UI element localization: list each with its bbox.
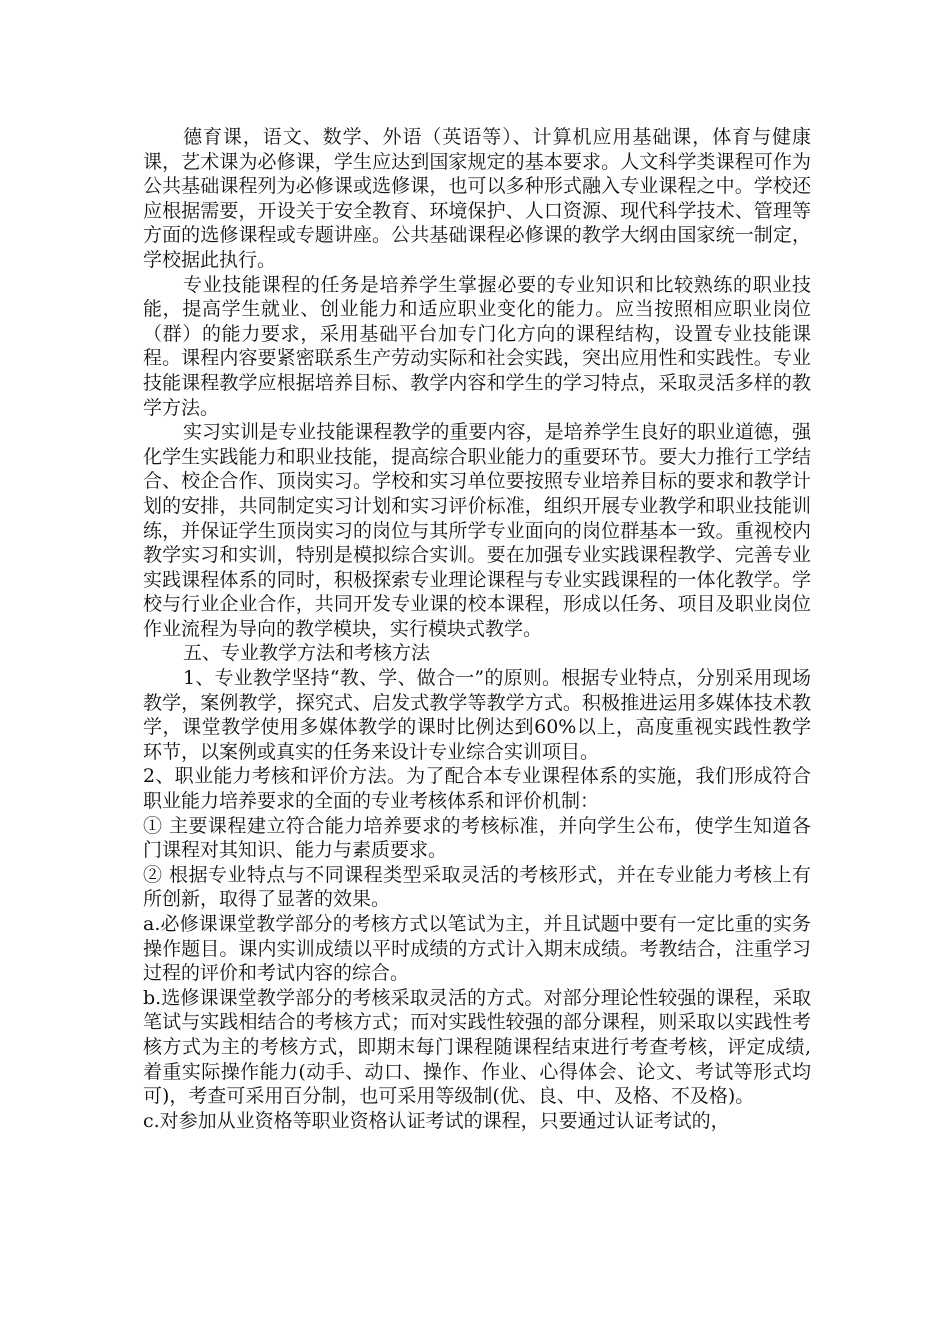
list-item-assessment-standard: ① 主要课程建立符合能力培养要求的考核标准，并向学生公布，使学生知道各门课程对其知识、能力与素质要求。 bbox=[143, 814, 811, 862]
paragraph-required-course-exam: a.必修课课堂教学部分的考核方式以笔试为主，并且试题中要有一定比重的实务操作题目。课内实训成绩以平时成绩的方式计入期末成绩。考教结合，注重学习过程的评价和考试内容的综合。 bbox=[143, 913, 811, 985]
paragraph-skill-courses: 专业技能课程的任务是培养学生掌握必要的专业知识和比较熟练的职业技能，提高学生就业、创业能力和适应职业变化的能力。应当按照相应职业岗位（群）的能力要求，采用基础平台加专门化方向的课程结构，设置专业技能课程。课程内容要紧密联系生产劳动实际和社会实践，突出应用性和实践性。专业技能课程教学应根据培养目标、教学内容和学生的学习特点，采取灵活多样的教学方法。 bbox=[143, 273, 811, 419]
paragraph-public-courses: 德育课，语文、数学、外语（英语等）、计算机应用基础课，体育与健康课，艺术课为必修课，学生应达到国家规定的基本要求。人文科学类课程可作为公共基础课程列为必修课或选修课，也可以多种形式融入专业课程之中。学校还应根据需要，开设关于安全教育、环境保护、人口资源、现代科学技术、管理等方面的选修课程或专题讲座。公共基础课程必修课的教学大纲由国家统一制定，学校据此执行。 bbox=[143, 126, 811, 271]
list-item-flexible-assessment: ② 根据专业特点与不同课程类型采取灵活的考核形式，并在专业能力考核上有所创新，取得了显著的效果。 bbox=[143, 863, 811, 911]
document-page bbox=[143, 125, 811, 1133]
section-heading-teaching-methods: 五、专业教学方法和考核方法 bbox=[183, 642, 431, 665]
paragraph-teaching-principle: 1、专业教学坚持“教、学、做合一”的原则。根据专业特点，分别采用现场教学，案例教学，探究式、启发式教学等教学方式。积极推进运用多媒体技术教学，课堂教学使用多媒体教学的课时比例达到60%以上，高度重视实践性教学环节，以案例或真实的任务来设计专业综合实训项目。 bbox=[143, 667, 811, 763]
paragraph-assessment-methods: 2、职业能力考核和评价方法。为了配合本专业课程体系的实施，我们形成符合职业能力培养要求的全面的专业考核体系和评价机制： bbox=[143, 765, 811, 813]
paragraph-certification-exam: c.对参加从业资格等职业资格认证考试的课程，只要通过认证考试的， bbox=[143, 1109, 730, 1132]
paragraph-elective-course-exam: b.选修课课堂教学部分的考核采取灵活的方式。对部分理论性较强的课程，采取笔试与实践相结合的考核方式；而对实践性较强的部分课程，则采取以实践性考核方式为主的考核方式，即期末每门课程随课程结束进行考查考核，评定成绩,着重实际操作能力(动手、动口、操作、作业、心得体会、论文、考试等形式均可)，考查可采用百分制，也可采用等级制(优、良、中、及格、不及格)。 bbox=[143, 986, 811, 1108]
paragraph-internship-training: 实习实训是专业技能课程教学的重要内容，是培养学生良好的职业道德，强化学生实践能力和职业技能，提高综合职业能力的重要环节。要大力推行工学结合、校企合作、顶岗实习。学校和实习单位要按照专业培养目标的要求和教学计划的安排，共同制定实习计划和实习评价标准，组织开展专业教学和职业技能训练，并保证学生顶岗实习的岗位与其所学专业面向的岗位群基本一致。重视校内教学实习和实训，特别是模拟综合实训。要在加强专业实践课程教学、完善专业实践课程体系的同时，积极探索专业理论课程与专业实践课程的一体化教学。学校与行业企业合作，共同开发专业课的校本课程，形成以任务、项目及职业岗位作业流程为导向的教学模块，实行模块式教学。 bbox=[143, 421, 811, 640]
